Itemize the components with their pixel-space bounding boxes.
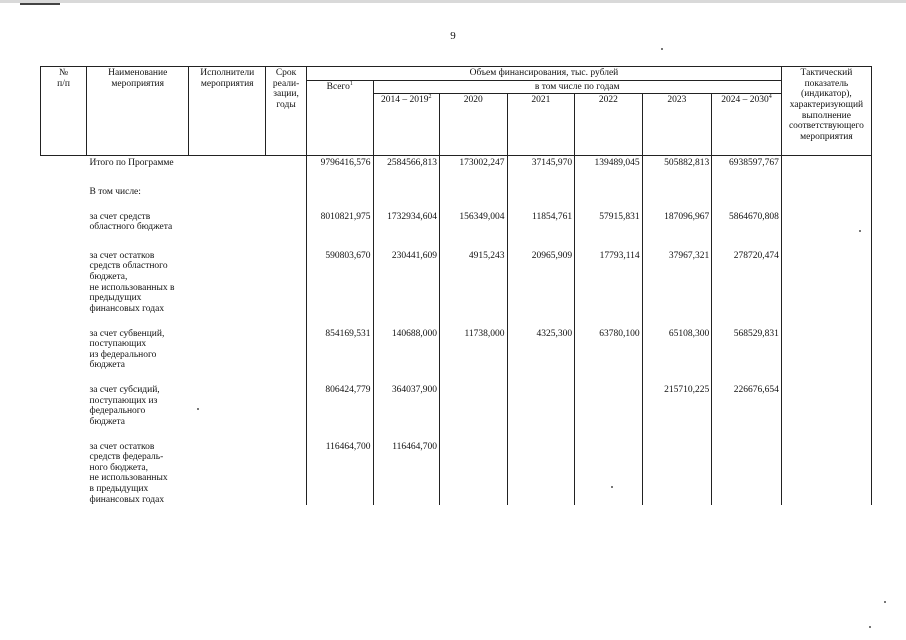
cell-measure-name: Итого по Программе <box>89 158 174 169</box>
spacer-cell <box>266 198 307 210</box>
cell-amount: 57915,831 <box>575 210 643 233</box>
spacer-cell <box>373 428 440 440</box>
spacer-cell <box>373 198 440 210</box>
cell-indicator <box>781 327 871 372</box>
header-year: 2014 – 2019$^2$ <box>373 94 440 156</box>
cell-amount <box>712 440 782 506</box>
cell-amount: 37145,970 <box>507 156 575 169</box>
header-funding: Объем финансирования, тыс. рублей <box>307 67 782 81</box>
spacer-cell <box>575 233 643 249</box>
page-number: 9 <box>450 30 456 42</box>
spacer-cell <box>189 169 266 185</box>
row-spacer <box>41 169 872 185</box>
spacer-cell <box>642 198 712 210</box>
cell-amount: 364037,900 <box>373 383 440 428</box>
cell-measure-name: за счет субсидий, поступающих из федерального бюджета <box>89 385 160 427</box>
spacer-cell <box>307 169 374 185</box>
table-row <box>41 185 872 198</box>
spacer-cell <box>189 428 266 440</box>
cell-measure-name: за счет субвенций, поступающих из федерального бюджета <box>89 328 165 371</box>
header-year: 2022 <box>575 94 643 156</box>
spacer-cell <box>440 371 508 383</box>
spacer-cell <box>507 371 575 383</box>
spacer-cell <box>642 169 712 185</box>
spacer-cell <box>781 233 871 249</box>
spacer-cell <box>781 198 871 210</box>
spacer-cell <box>440 315 508 327</box>
table-row <box>41 249 872 315</box>
cell-amount: 187096,967 <box>642 210 712 233</box>
spacer-cell <box>266 371 307 383</box>
spacer-cell <box>307 233 374 249</box>
cell-amount: 116464,700 <box>307 440 374 506</box>
cell-amount <box>575 383 643 428</box>
cell-executors <box>189 440 266 506</box>
header-indicator: Тактический показатель (индикатор), характеризующий выполнение соответствующего мероприятия <box>781 67 871 156</box>
cell-amount: 4325,300 <box>507 327 575 372</box>
cell-measure-name: за счет остатков средств областного бюджета, не использованных в предыдущих финансовых годах <box>89 250 175 314</box>
cell-amount: 4915,243 <box>440 249 508 315</box>
cell-amount <box>507 383 575 428</box>
row-spacer <box>41 315 872 327</box>
spacer-cell <box>712 428 782 440</box>
cell-no <box>41 440 87 506</box>
cell-amount: 139489,045 <box>575 156 643 169</box>
cell-term <box>266 249 307 315</box>
spacer-cell <box>373 169 440 185</box>
spacer-cell <box>87 233 189 249</box>
header-year: 2024 – 2030$^4$ <box>712 94 782 156</box>
spacer-cell <box>189 198 266 210</box>
spacer-cell <box>575 315 643 327</box>
spacer-cell <box>642 315 712 327</box>
header-year: 2020 <box>440 94 508 156</box>
spacer-cell <box>642 428 712 440</box>
spacer-cell <box>440 233 508 249</box>
cell-indicator <box>781 440 871 506</box>
cell-amount: 156349,004 <box>440 210 508 233</box>
row-spacer <box>41 233 872 249</box>
cell-amount <box>440 185 508 198</box>
cell-amount: 9796416,576 <box>307 156 374 169</box>
spacer-cell <box>189 371 266 383</box>
cell-amount: 226676,654 <box>712 383 782 428</box>
cell-amount <box>642 185 712 198</box>
spacer-cell <box>642 233 712 249</box>
header-total: Всего$^1$ <box>307 80 374 156</box>
cell-amount: 63780,100 <box>575 327 643 372</box>
scan-speck <box>859 230 861 232</box>
cell-amount: 37967,321 <box>642 249 712 315</box>
cell-indicator <box>781 156 871 169</box>
cell-amount: 65108,300 <box>642 327 712 372</box>
header-term: Срок реали- зации, годы <box>266 67 307 156</box>
spacer-cell <box>307 315 374 327</box>
cell-amount: 17793,114 <box>575 249 643 315</box>
spacer-cell <box>507 233 575 249</box>
cell-amount <box>440 440 508 506</box>
cell-amount: 11738,000 <box>440 327 508 372</box>
cell-no <box>41 249 87 315</box>
spacer-cell <box>87 428 189 440</box>
cell-executors <box>189 249 266 315</box>
cell-amount: 5864670,808 <box>712 210 782 233</box>
spacer-cell <box>575 169 643 185</box>
spacer-cell <box>507 315 575 327</box>
cell-indicator <box>781 383 871 428</box>
cell-amount: 505882,813 <box>642 156 712 169</box>
spacer-cell <box>440 198 508 210</box>
cell-amount: 116464,700 <box>373 440 440 506</box>
cell-amount <box>440 383 508 428</box>
cell-indicator <box>781 210 871 233</box>
cell-term <box>266 383 307 428</box>
scan-speck <box>884 601 886 603</box>
cell-amount <box>307 185 374 198</box>
scan-speck <box>661 48 663 50</box>
spacer-cell <box>266 315 307 327</box>
cell-amount: 1732934,604 <box>373 210 440 233</box>
spacer-cell <box>507 428 575 440</box>
header-year: 2023 <box>642 94 712 156</box>
header-year: 2021 <box>507 94 575 156</box>
spacer-cell <box>507 198 575 210</box>
spacer-cell <box>87 371 189 383</box>
spacer-cell <box>373 371 440 383</box>
cell-amount <box>642 440 712 506</box>
spacer-cell <box>266 428 307 440</box>
header-by-years: в том числе по годам <box>373 80 781 94</box>
scan-mark <box>20 3 60 5</box>
cell-indicator <box>781 185 871 198</box>
spacer-cell <box>41 169 87 185</box>
scan-speck <box>869 626 871 628</box>
cell-amount: 6938597,767 <box>712 156 782 169</box>
cell-executors <box>189 185 266 198</box>
spacer-cell <box>712 233 782 249</box>
cell-executors <box>189 210 266 233</box>
cell-amount <box>575 440 643 506</box>
header-no: № п/п <box>41 67 87 156</box>
cell-amount: 140688,000 <box>373 327 440 372</box>
spacer-cell <box>507 169 575 185</box>
cell-term <box>266 440 307 506</box>
spacer-cell <box>712 371 782 383</box>
header-executors: Исполнители мероприятия <box>189 67 266 156</box>
spacer-cell <box>87 169 189 185</box>
spacer-cell <box>440 428 508 440</box>
table-body <box>41 156 872 506</box>
spacer-cell <box>87 315 189 327</box>
spacer-cell <box>781 428 871 440</box>
spacer-cell <box>189 315 266 327</box>
scan-speck <box>611 486 613 488</box>
cell-amount: 806424,779 <box>307 383 374 428</box>
cell-term <box>266 156 307 169</box>
cell-amount: 230441,609 <box>373 249 440 315</box>
spacer-cell <box>41 371 87 383</box>
spacer-cell <box>781 315 871 327</box>
cell-executors <box>189 327 266 372</box>
cell-amount: 2584566,813 <box>373 156 440 169</box>
spacer-cell <box>712 198 782 210</box>
spacer-cell <box>266 169 307 185</box>
table-row <box>41 327 872 372</box>
cell-amount <box>507 185 575 198</box>
scan-speck <box>197 408 199 410</box>
cell-measure-name: за счет средств областного бюджета <box>89 211 173 233</box>
spacer-cell <box>307 371 374 383</box>
cell-indicator <box>781 249 871 315</box>
spacer-cell <box>307 198 374 210</box>
spacer-cell <box>373 315 440 327</box>
cell-amount: 854169,531 <box>307 327 374 372</box>
spacer-cell <box>307 428 374 440</box>
cell-amount <box>575 185 643 198</box>
cell-no <box>41 156 87 169</box>
cell-no <box>41 210 87 233</box>
cell-amount: 11854,761 <box>507 210 575 233</box>
cell-amount <box>373 185 440 198</box>
cell-amount: 8010821,975 <box>307 210 374 233</box>
scan-top-edge <box>0 0 906 3</box>
cell-amount: 20965,909 <box>507 249 575 315</box>
table-row <box>41 440 872 506</box>
cell-no <box>41 383 87 428</box>
spacer-cell <box>41 428 87 440</box>
row-spacer <box>41 428 872 440</box>
spacer-cell <box>440 169 508 185</box>
spacer-cell <box>373 233 440 249</box>
row-spacer <box>41 198 872 210</box>
spacer-cell <box>87 198 189 210</box>
cell-no <box>41 185 87 198</box>
spacer-cell <box>41 315 87 327</box>
cell-term <box>266 210 307 233</box>
cell-executors <box>189 156 266 169</box>
spacer-cell <box>781 169 871 185</box>
cell-amount: 568529,831 <box>712 327 782 372</box>
spacer-cell <box>712 169 782 185</box>
row-spacer <box>41 371 872 383</box>
funding-table <box>40 66 872 505</box>
spacer-cell <box>575 371 643 383</box>
cell-amount: 590803,670 <box>307 249 374 315</box>
table-header <box>41 67 872 156</box>
spacer-cell <box>575 428 643 440</box>
spacer-cell <box>41 198 87 210</box>
cell-measure-name: В том числе: <box>89 186 141 197</box>
spacer-cell <box>266 233 307 249</box>
cell-measure-name: за счет остатков средств федераль- ного бюджета, не использованных в предыдущих финансовых годах <box>89 441 168 505</box>
cell-amount: 278720,474 <box>712 249 782 315</box>
cell-term <box>266 185 307 198</box>
cell-amount <box>507 440 575 506</box>
cell-term <box>266 327 307 372</box>
spacer-cell <box>781 371 871 383</box>
cell-amount: 215710,225 <box>642 383 712 428</box>
spacer-cell <box>642 371 712 383</box>
table-row <box>41 210 872 233</box>
spacer-cell <box>189 233 266 249</box>
cell-amount <box>712 185 782 198</box>
table-row <box>41 383 872 428</box>
cell-no <box>41 327 87 372</box>
cell-amount: 173002,247 <box>440 156 508 169</box>
header-name: Наименование мероприятия <box>87 67 189 156</box>
spacer-cell <box>575 198 643 210</box>
spacer-cell <box>41 233 87 249</box>
table-row <box>41 156 872 169</box>
cell-executors <box>189 383 266 428</box>
spacer-cell <box>712 315 782 327</box>
